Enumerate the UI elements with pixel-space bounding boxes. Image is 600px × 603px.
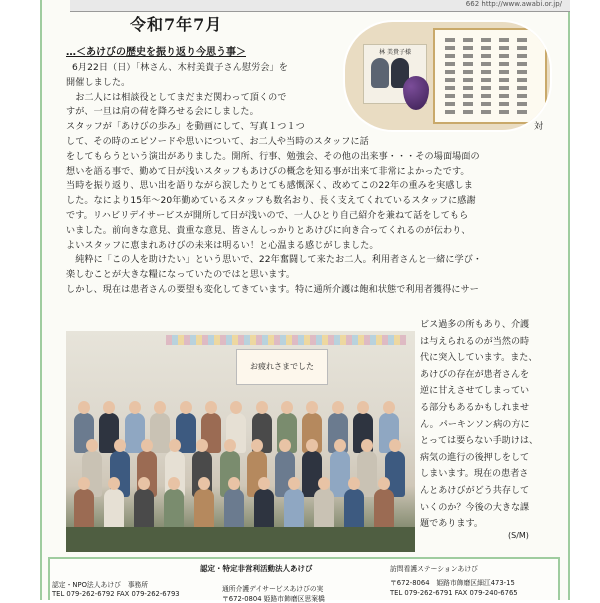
person-head: [129, 401, 141, 414]
side-line: ビス過多の所もあり、介護: [420, 320, 530, 330]
side-line: とっては要らない手助けは、: [420, 436, 539, 447]
footer-org2-name: 通所介護デイサービスあけびの実: [222, 585, 324, 593]
side-line: あけびの存在が患者さんを: [420, 369, 530, 380]
side-line: 病気の進行の後押しをして: [420, 452, 530, 463]
person-head: [251, 439, 263, 452]
body-line: 想いを語る事で、勤めて日が浅いスタッフもあけびの概念を知る事が出来て非常によかったです。: [66, 166, 470, 177]
person-head: [306, 401, 318, 414]
body-line-part: スタッフが「あけびの歩み」を動画にして、写真１つ１つ: [66, 122, 305, 133]
body-line: すが、一旦は肩の荷を降ろせる会にしました。: [66, 107, 259, 118]
person-head: [332, 401, 344, 414]
person-head: [258, 477, 270, 490]
author-signature: (S/M): [508, 531, 529, 540]
person-head: [383, 401, 395, 414]
person-head: [180, 401, 192, 414]
person-head: [334, 439, 346, 452]
footer: [48, 557, 560, 603]
side-line: る部分もあるかもしれませ: [420, 402, 530, 413]
body-line: お二人には相談役としてまだまだ関わって頂くので: [66, 92, 287, 103]
body-line: しかし、現在は患者さんの要望も変化してきています。特に通所介護は飽和状態で利用者獲得にサー: [66, 284, 479, 295]
body-line: した。なにより15年～20年勤めているスタッフも数名おり、長く支えてくれているスタッフに感謝: [66, 196, 476, 207]
side-column-text: [420, 317, 560, 533]
issue-date: 令和7年7月: [130, 15, 223, 34]
person-head: [230, 401, 242, 414]
person-head: [288, 477, 300, 490]
header-url-strip: 662 http://www.awabi.or.jp/: [70, 0, 570, 12]
body-line-part: フに話: [341, 136, 369, 147]
body-line: をしてもらうという演出がありました。開所、行事、勉強会、その他の出来事・・・その場面場面の: [66, 151, 480, 162]
person-head: [389, 439, 401, 452]
footer-org1-name: 認定・NPO法人あけび 事務所: [52, 581, 149, 589]
group-photo: [66, 331, 415, 552]
side-line: ん。パーキンソン病の方に: [420, 419, 530, 430]
person-head: [306, 439, 318, 452]
person-head: [154, 401, 166, 414]
side-line: いくのか？今後の大きな課: [420, 502, 530, 513]
body-line: 当時を振り返り、思い出を語りながら涙したりとても感慨深く、改めてこの22年の重みを実感しま: [66, 181, 473, 192]
person-head: [138, 477, 150, 490]
footer-org2-contact: 〒672-0804 姫路市飾磨区思案橋: [222, 595, 325, 603]
person-head: [318, 477, 330, 490]
person-head: [281, 401, 293, 414]
body-line: 6月22日（日）「林さん、木村美貴子さん慰労会」を: [72, 63, 288, 73]
person-head: [78, 401, 90, 414]
person-head: [168, 477, 180, 490]
person-head: [205, 401, 217, 414]
group-banner: [236, 349, 328, 385]
person-head: [256, 401, 268, 414]
floor: [66, 527, 415, 552]
person-head: [78, 477, 90, 490]
person-head: [348, 477, 360, 490]
person-head: [378, 477, 390, 490]
body-line: [66, 120, 556, 135]
body-line: 純粋に「この人を助けたい」という思いで、22年奮闘して来たお二人。利用者さんと一緒に学び・: [66, 255, 483, 266]
person-head: [361, 439, 373, 452]
banner-text: お疲れさまでした: [250, 362, 314, 371]
person-figure: [150, 413, 170, 453]
body-line-part: 対: [534, 122, 544, 133]
side-line: 代に突入しています。また、: [420, 353, 538, 364]
wall-garland: [166, 335, 406, 345]
article-body: [66, 61, 556, 298]
body-line: です。リハビリデイサービスが開所して日が浅いので、一人ひとり自己紹介を兼ねて話をしてもら: [66, 210, 469, 221]
person-head: [279, 439, 291, 452]
person-head: [228, 477, 240, 490]
article-heading: …＜あけびの歴史を振り返り今思う事＞: [66, 47, 246, 58]
body-line: [66, 135, 556, 150]
person-head: [141, 439, 153, 452]
footer-org3-name: 訪問看護ステーションあけび: [390, 565, 478, 573]
side-line: んとあけびがどう共存して: [420, 485, 530, 496]
body-line: 開催しました。: [66, 77, 131, 88]
person-head: [103, 401, 115, 414]
side-line: は与えられるのが当然の時: [420, 336, 530, 347]
side-line: 題であります。: [420, 519, 483, 530]
body-line: 楽しむことが大きな糧になっていたのではと思います。: [66, 270, 296, 281]
photo-caption: 林 美貴子様: [379, 49, 411, 56]
side-line: 逆に甘えさせてしまってい: [420, 386, 530, 397]
footer-org3-contact: TEL 079-262-6791 FAX 079-240-6765: [390, 589, 518, 597]
footer-title: 認定・特定非営利活動法人あけび: [200, 564, 313, 573]
person-head: [198, 477, 210, 490]
side-line: しまいます。現在の患者さ: [420, 469, 529, 480]
person-head: [169, 439, 181, 452]
person-head: [114, 439, 126, 452]
person-head: [357, 401, 369, 414]
footer-org3-postal: 〒672-8064 姫路市飾磨区細江473-15: [390, 579, 515, 587]
person-head: [196, 439, 208, 452]
person-head: [224, 439, 236, 452]
body-line-part: して、その時のエピソードや思いについて、お二人や当時のスタッ: [66, 136, 342, 147]
person-head: [86, 439, 98, 452]
person-head: [108, 477, 120, 490]
footer-org1-contact: TEL 079-262-6792 FAX 079-262-6793: [52, 590, 180, 598]
body-line: いました。前向きな意見、貴重な意見、皆さんしっかりとあけびに向き合ってくれるのが伝わり、: [66, 225, 471, 236]
body-line: よいスタッフに恵まれあけびの未来は明るい！と心温まる感じがしました。: [66, 240, 379, 251]
